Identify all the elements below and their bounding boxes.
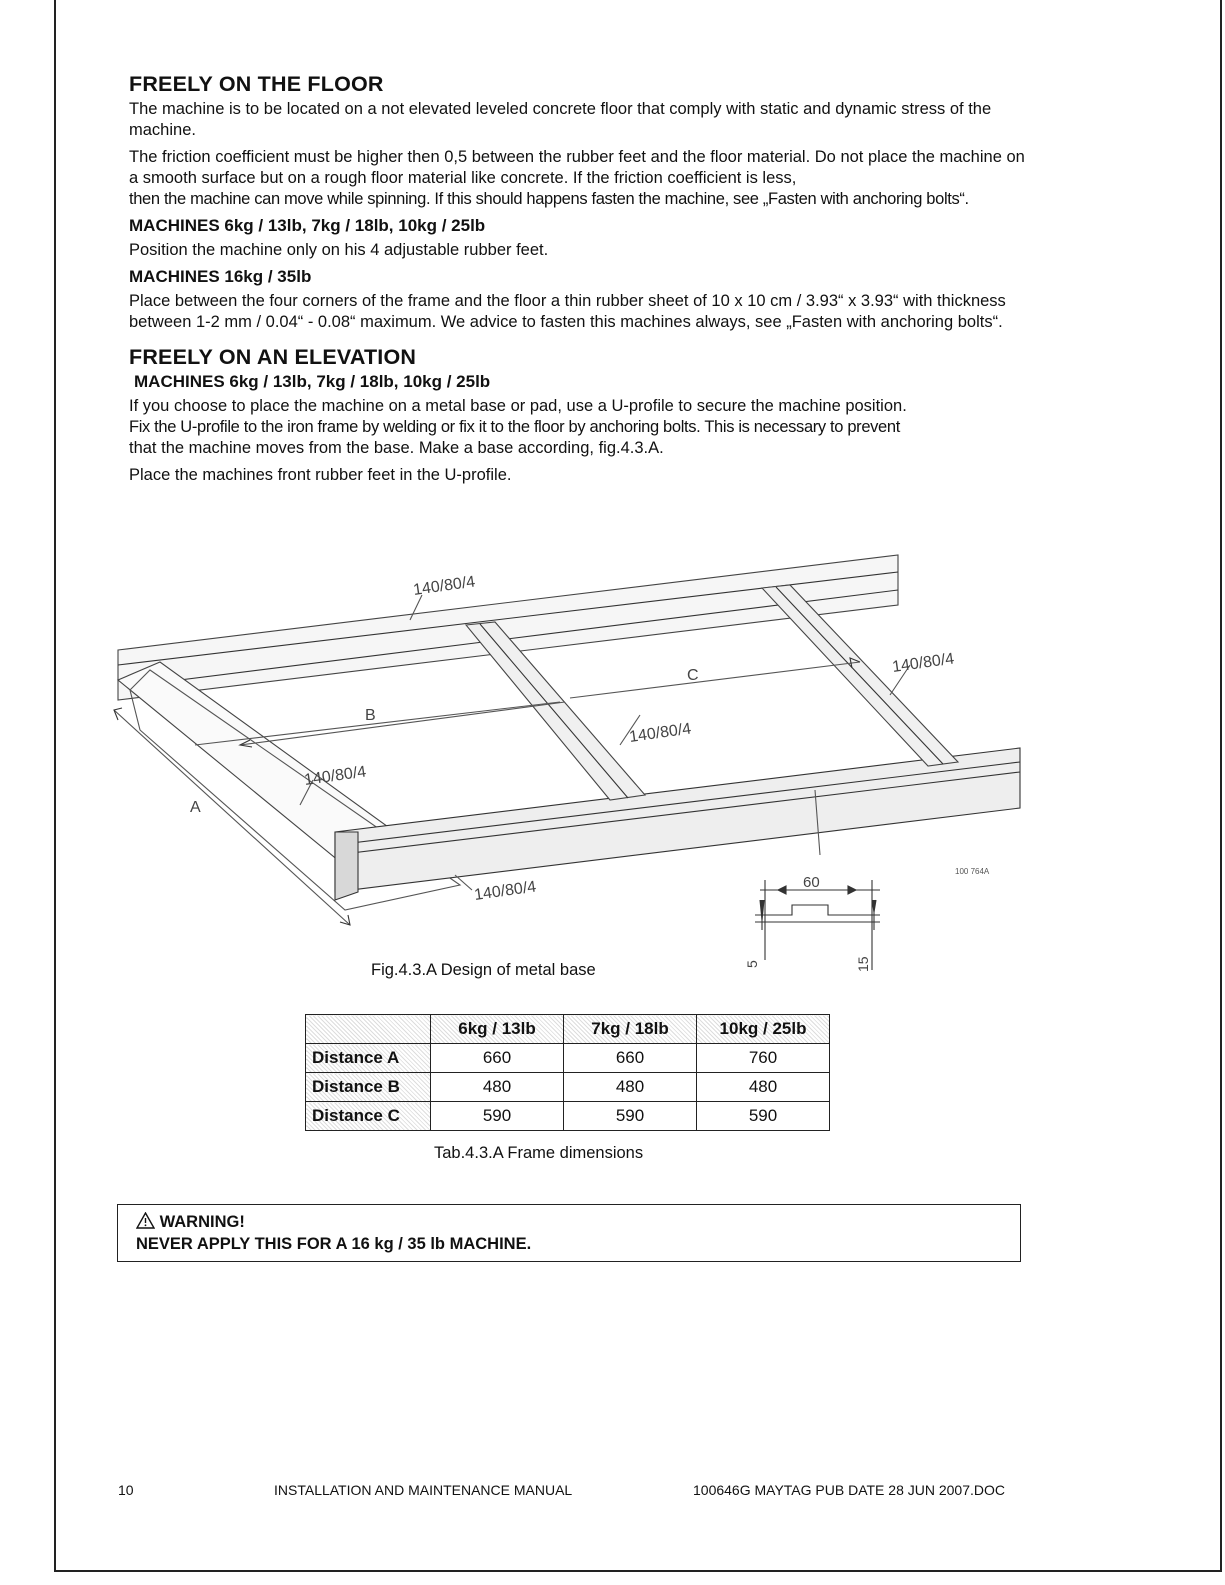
- table-corner-cell: [306, 1015, 431, 1044]
- warning-triangle-icon: [136, 1212, 155, 1229]
- table-row: [306, 1044, 830, 1073]
- subheading-elevation-machines: MACHINES 6kg / 13lb, 7kg / 18lb, 10kg / 25lb: [134, 372, 491, 391]
- table-header: 6kg / 13lb: [431, 1015, 564, 1044]
- table-header: 10kg / 25lb: [697, 1015, 830, 1044]
- paragraph-u-profile-fix: Fix the U-profile to the iron frame by welding or fix it to the floor by anchoring bolts. This is necessary to prevent: [129, 418, 900, 436]
- table-cell: 760: [697, 1044, 830, 1073]
- paragraph-rubber-sheet: Place between the four corners of the frame and the floor a thin rubber sheet of 10 x 10 cm / 3.93“ x 3.93“ with thickness between 1-2 mm / 0.04“ - 0.08“ maximum. We advice to fasten this machines always, see „Fasten with anchoring bolts“.: [129, 292, 1006, 331]
- paragraph-rubber-feet: Position the machine only on his 4 adjustable rubber feet.: [129, 241, 549, 259]
- table-cell: 480: [697, 1073, 830, 1102]
- warning-title: WARNING!: [159, 1213, 245, 1231]
- section-title-floor: FREELY ON THE FLOOR: [129, 72, 384, 96]
- paragraph-floor-requirements: The machine is to be located on a not elevated leveled concrete floor that comply with static and dynamic stress of the machine.: [129, 100, 992, 139]
- figure-caption: Fig.4.3.A Design of metal base: [371, 961, 596, 979]
- table-cell: 590: [431, 1102, 564, 1131]
- subheading-16kg: MACHINES 16kg / 35lb: [129, 267, 312, 286]
- warning-header: [136, 1211, 1020, 1233]
- back-rail: [118, 555, 898, 700]
- dimension-label-a: A: [190, 799, 201, 816]
- table-cell: 480: [431, 1073, 564, 1102]
- paragraph-u-profile-base: that the machine moves from the base. Make a base according, fig.4.3.A.: [129, 439, 664, 457]
- profile-label-left: 140/80/4: [303, 763, 368, 789]
- main-content: [129, 72, 1029, 492]
- dimension-60: 60: [803, 874, 820, 891]
- frame-dimensions-table: [305, 1014, 830, 1131]
- paragraph-friction: [129, 147, 1029, 189]
- profile-label-middle: 140/80/4: [628, 720, 693, 746]
- table-header: 7kg / 18lb: [564, 1015, 697, 1044]
- profile-label-top: 140/80/4: [412, 573, 477, 599]
- front-rail: [335, 748, 1020, 892]
- footer-manual-title: INSTALLATION AND MAINTENANCE MANUAL: [274, 1482, 573, 1498]
- subheading-small-machines: MACHINES 6kg / 13lb, 7kg / 18lb, 10kg / 25lb: [129, 216, 486, 235]
- footer-page-number: 10: [118, 1482, 134, 1498]
- dimension-label-b: B: [365, 707, 376, 724]
- drawing-id: 100 764A: [955, 867, 990, 876]
- table-header-row: [306, 1015, 830, 1044]
- dimension-15: 15: [855, 956, 871, 972]
- footer-doc-ref: 100646G MAYTAG PUB DATE 28 JUN 2007.DOC: [693, 1482, 1006, 1498]
- table-row: [306, 1073, 830, 1102]
- profile-label-bottom: 140/80/4: [473, 878, 538, 904]
- row-label: Distance B: [306, 1073, 431, 1102]
- friction-text-a: The friction coefficient must be higher then 0,5 between the rubber feet and the floor material. Do not place the machine on a smooth surface but on a rough floor material like concrete. If the friction coefficient is less,: [129, 148, 1025, 187]
- table-cell: 480: [564, 1073, 697, 1102]
- paragraph-friction-cont: then the machine can move while spinning. If this should happens fasten the machine, see „Fasten with anchoring bolts“.: [129, 190, 969, 208]
- warning-text: NEVER APPLY THIS FOR A 16 kg / 35 lb MACHINE.: [136, 1235, 532, 1253]
- table-cell: 590: [697, 1102, 830, 1131]
- warning-box: [117, 1204, 1021, 1262]
- paragraph-u-profile: [129, 396, 1029, 417]
- metal-base-drawing: [100, 550, 1030, 990]
- row-label: Distance C: [306, 1102, 431, 1131]
- table-cell: 590: [564, 1102, 697, 1131]
- table-cell: 660: [564, 1044, 697, 1073]
- profile-label-right: 140/80/4: [891, 650, 956, 676]
- dimension-5: 5: [744, 960, 760, 968]
- dimension-label-c: C: [687, 667, 699, 684]
- row-label: Distance A: [306, 1044, 431, 1073]
- u-profile-text-a: If you choose to place the machine on a metal base or pad, use a U-profile to secure the machine position.: [129, 397, 907, 415]
- table-row: [306, 1102, 830, 1131]
- section-title-elevation: FREELY ON AN ELEVATION: [129, 345, 417, 369]
- table-cell: 660: [431, 1044, 564, 1073]
- table-caption: Tab.4.3.A Frame dimensions: [434, 1144, 644, 1162]
- paragraph-front-feet: Place the machines front rubber feet in the U-profile.: [129, 466, 512, 484]
